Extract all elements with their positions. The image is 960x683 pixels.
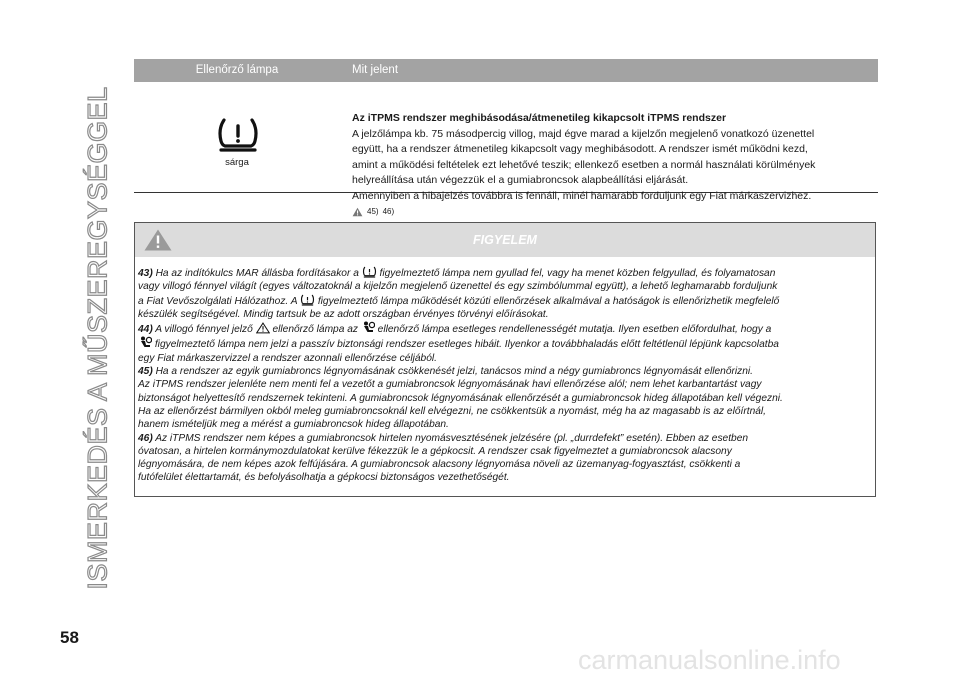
meaning-line: A jelzőlámpa kb. 75 másodpercig villog, majd égve marad a kijelzőn megjelenő vonatkozó üzenettel xyxy=(352,127,815,140)
text: készülék segítségével. Mindig tartsuk be az adott országban érvényes törvényi előírásokat. xyxy=(138,308,549,320)
meaning-line: helyreállítása után végezzük el a gumiabroncsok alapbeállítási eljárását. xyxy=(352,174,689,186)
text: futófelület élettartamát, és befolyásolhatja a gépkocsi biztonságos vezethetőségét. xyxy=(138,472,510,484)
text: biztonságot helyettesítő rendszernek tekinteni. A gumiabroncsok légnyomásának ellenőrzését a gumiabroncsok hideg állapotában kell végezni. xyxy=(138,392,783,404)
text: Az iTPMS rendszer jelenléte nem menti fel a vezetőt a gumiabroncsok légnyomásának havi ellenőrzése alól; nem lehet karbantartást vagy xyxy=(138,379,762,391)
tire-pressure-warning-icon xyxy=(216,117,260,153)
text: óvatosan, a hirtelen kormánymozdulatokat kerülve fékezzük le a gépkocsit. A rendszer csak figyelmeztet a gumiabroncsok alacsony xyxy=(138,445,732,457)
warning-triangle-icon xyxy=(352,207,363,217)
footer-watermark: carmanualsonline.info xyxy=(578,645,841,675)
note-number: 43) xyxy=(138,268,153,279)
table-header-row xyxy=(134,59,878,82)
warning-paragraph-43 xyxy=(138,266,874,321)
meaning-title: Az iTPMS rendszer meghibásodása/átmenetileg kikapcsolt iTPMS rendszer xyxy=(352,112,727,124)
text: figyelmeztető lámpa nem jelzi a passzív biztonsági rendszer esetleges hibáit. Ilyenkor a továbbhaladás előtt feltétlenül lépjünk kapcsolatba xyxy=(154,339,779,351)
note-number: 46) xyxy=(138,432,153,444)
header-lamp: Ellenőrző lámpa xyxy=(195,64,279,76)
lamp-color-label: sárga xyxy=(225,157,249,168)
header-meaning: Mit jelent xyxy=(352,64,399,76)
warning-paragraph-44 xyxy=(138,321,874,365)
lamp-cell xyxy=(134,82,340,192)
text: Ha a rendszer az egyik gumiabroncs légnyomásának csökkenését jelzi, tanácsos mind a négy gumiabroncs légnyomását ellenőrizni. xyxy=(155,366,753,378)
reference-46: 46) xyxy=(382,207,395,216)
warning-triangle-icon xyxy=(256,322,270,334)
text: hanem ismételjük meg a mérést a gumiabroncsok hideg állapotában. xyxy=(138,419,449,431)
table-row xyxy=(134,82,878,216)
text: Az iTPMS rendszer nem képes a gumiabroncsok hirtelen nyomásvesztésének jelzésére (pl. „durrdefekt” esetén). Ebben az esetben xyxy=(155,432,749,444)
text: figyelmeztető lámpa működését közúti ellenőrzések alkalmával a hatóságok is ellenőrizhetik megfelelő xyxy=(317,295,780,307)
warning-title: FIGYELEM xyxy=(473,233,537,247)
text: Ha az ellenőrzést bármilyen okból meleg gumiabroncsoknál kell elvégezni, ne csökkentsük a nyomást, még ha az magasabb is az előírtnál, xyxy=(138,405,766,417)
text: légnyomására, de nem képes azok felfújására. A gumiabroncsok alacsony légnyomása növeli az üzemanyag-fogyasztást, csökkenti a xyxy=(138,459,741,471)
warning-paragraph-45 xyxy=(138,365,874,431)
warning-paragraph-46 xyxy=(138,432,874,485)
text: A villogó fénnyel jelző xyxy=(155,324,253,336)
meaning-line: Amennyiben a hibajelzés továbbra is fennáll, minél hamarabb forduljunk egy Fiat márkaszervizhez. xyxy=(352,189,812,202)
warning-text xyxy=(138,266,874,485)
text: Ha az indítókulcs MAR állásba fordításakor a xyxy=(155,268,359,279)
section-title-text: ISMERKEDÉS A MŰSZEREGYSÉGGEL xyxy=(82,86,113,590)
text: ellenőrző lámpa esetleges rendellenességét mutatja. Ilyen esetben előfordulhat, hogy a xyxy=(377,324,772,336)
text: vagy villogó fénnyel világít (egyes változatoknál a kijelzőn megjelenő üzenettel és egy szimbólummal együtt), a lehető leghamarabb forduljunk xyxy=(138,281,778,293)
text: a Fiat Vevőszolgálati Hálózathoz. A xyxy=(138,295,298,307)
airbag-warning-icon xyxy=(138,336,152,349)
tire-pressure-warning-icon xyxy=(362,266,377,278)
reference-45: 45) xyxy=(367,207,379,216)
warning-box xyxy=(134,222,876,497)
note-number: 44) xyxy=(138,324,153,336)
page-number: 58 xyxy=(60,628,79,647)
meaning-line: együtt, ha a rendszer átmenetileg kikapcsolt vagy meghibásodott. A rendszer ismét működni kezd, xyxy=(352,143,808,155)
tire-pressure-warning-icon xyxy=(300,294,315,306)
warning-lamp-table xyxy=(134,59,878,216)
section-title-vertical xyxy=(68,58,128,618)
warning-header xyxy=(135,223,875,257)
airbag-warning-icon xyxy=(361,321,375,334)
meaning-line: amint a működési feltételek ezt lehetővé teszik; ellenkező esetben a normál használati körülmények xyxy=(352,158,816,171)
warning-references xyxy=(352,204,877,220)
text: egy Fiat márkaszervizzel a rendszer azonnali ellenőrzése céljából. xyxy=(138,352,437,364)
text: ellenőrző lámpa az xyxy=(272,324,358,336)
note-number: 45) xyxy=(138,366,153,378)
meaning-cell xyxy=(352,111,877,220)
text: figyelmeztető lámpa nem gyullad fel, vagy ha menet közben felgyullad, és folyamatosan xyxy=(379,268,776,279)
